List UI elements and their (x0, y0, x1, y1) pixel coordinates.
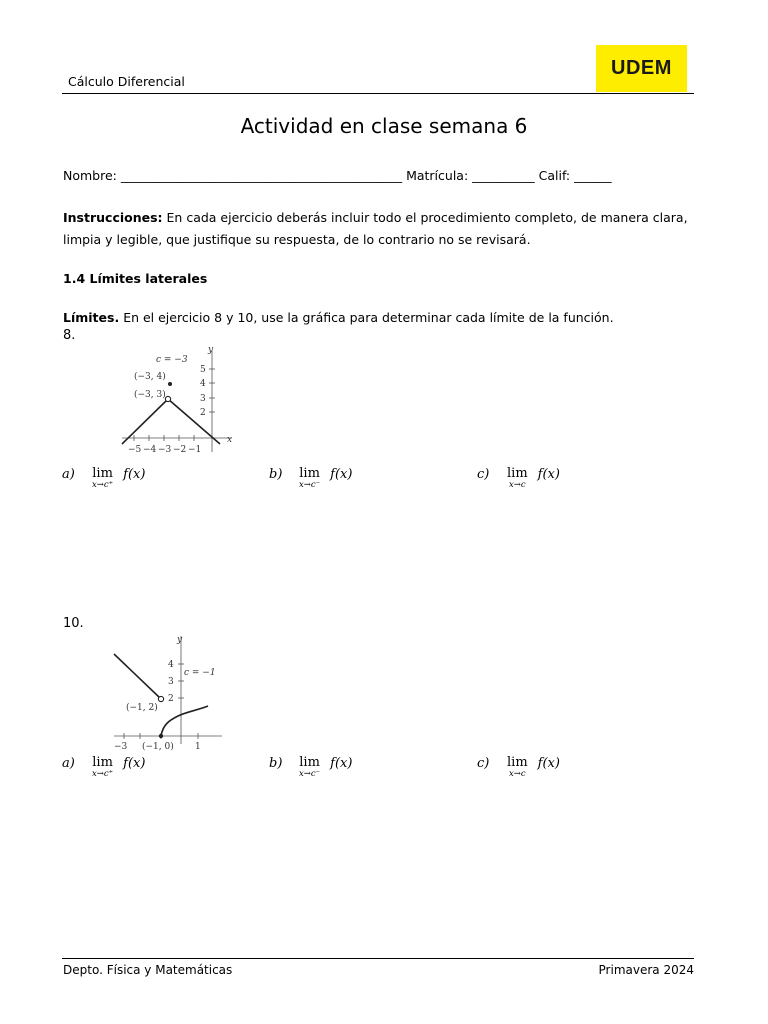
x-tick: −4 (143, 445, 157, 455)
exercise-10-part-a: a) lim x→c⁺ f(x) (62, 755, 146, 779)
y-tick: 3 (168, 677, 174, 687)
footer-department: Depto. Física y Matemáticas (63, 963, 233, 977)
exercise-8-graph (118, 344, 238, 460)
x-tick: 1 (195, 742, 201, 752)
left-branch (114, 654, 160, 698)
y-tick: 4 (168, 660, 174, 670)
open-point (158, 696, 163, 701)
function-curve (122, 399, 220, 444)
y-axis-label: y (208, 345, 214, 355)
c-label: c = −1 (184, 668, 216, 678)
c-label: c = −3 (156, 355, 188, 365)
page-title: Actividad en clase semana 6 (240, 114, 528, 138)
open-point (165, 396, 170, 401)
limits-intro-label: Límites. (63, 310, 120, 325)
y-tick: 4 (200, 379, 206, 389)
right-branch (161, 706, 208, 736)
x-tick: −3 (114, 742, 128, 752)
limits-intro-text: En el ejercicio 8 y 10, use la gráfica para determinar cada límite de la función. (123, 310, 614, 325)
x-tick: −2 (173, 445, 187, 455)
section-title: 1.4 Límites laterales (63, 271, 208, 286)
exercise-8-number: 8. (63, 328, 76, 343)
point-filled-label: (−3, 4) (134, 372, 166, 382)
exercise-8-part-a: a) lim x→c⁺ f(x) (62, 466, 146, 490)
footer-rule (62, 958, 694, 959)
instructions-label: Instrucciones: (63, 210, 163, 225)
exercise-10-part-c: c) lim x→c f(x) (477, 755, 560, 779)
footer-term: Primavera 2024 (598, 963, 694, 977)
x-tick: −1 (188, 445, 202, 455)
point-open-label: (−3, 3) (134, 390, 166, 400)
limits-intro (63, 310, 614, 325)
exercise-10-graph (108, 632, 228, 754)
exercise-10-part-b: b) lim x→c⁻ f(x) (269, 755, 353, 779)
udem-logo: UDEM (596, 45, 687, 92)
exercise-8-part-c: c) lim x→c f(x) (477, 466, 560, 490)
filled-point (168, 382, 172, 386)
filled-point (159, 734, 163, 738)
exercise-8-part-b: b) lim x→c⁻ f(x) (269, 466, 353, 490)
course-name: Cálculo Diferencial (68, 74, 185, 89)
instructions (63, 207, 703, 251)
instructions-text: En cada ejercicio deberás incluir todo el procedimiento completo, de manera clara, limpia y legible, que justifique su respuesta, de lo contrario no se revisará. (63, 210, 688, 247)
y-tick: 5 (200, 365, 206, 375)
x-axis-label: x (227, 435, 233, 445)
student-info-line: Nombre: _____________________________________________ Matrícula: __________ Calif: ______ (63, 168, 612, 183)
header-rule (62, 93, 694, 94)
y-axis-label: y (177, 635, 183, 645)
y-tick: 2 (200, 408, 206, 418)
x-tick: −5 (128, 445, 142, 455)
y-tick: 2 (168, 694, 174, 704)
y-tick: 3 (200, 394, 206, 404)
point-open-label: (−1, 2) (126, 703, 158, 713)
exercise-10-number: 10. (63, 616, 84, 631)
point-filled-label: (−1, 0) (142, 742, 174, 752)
x-tick: −3 (158, 445, 172, 455)
